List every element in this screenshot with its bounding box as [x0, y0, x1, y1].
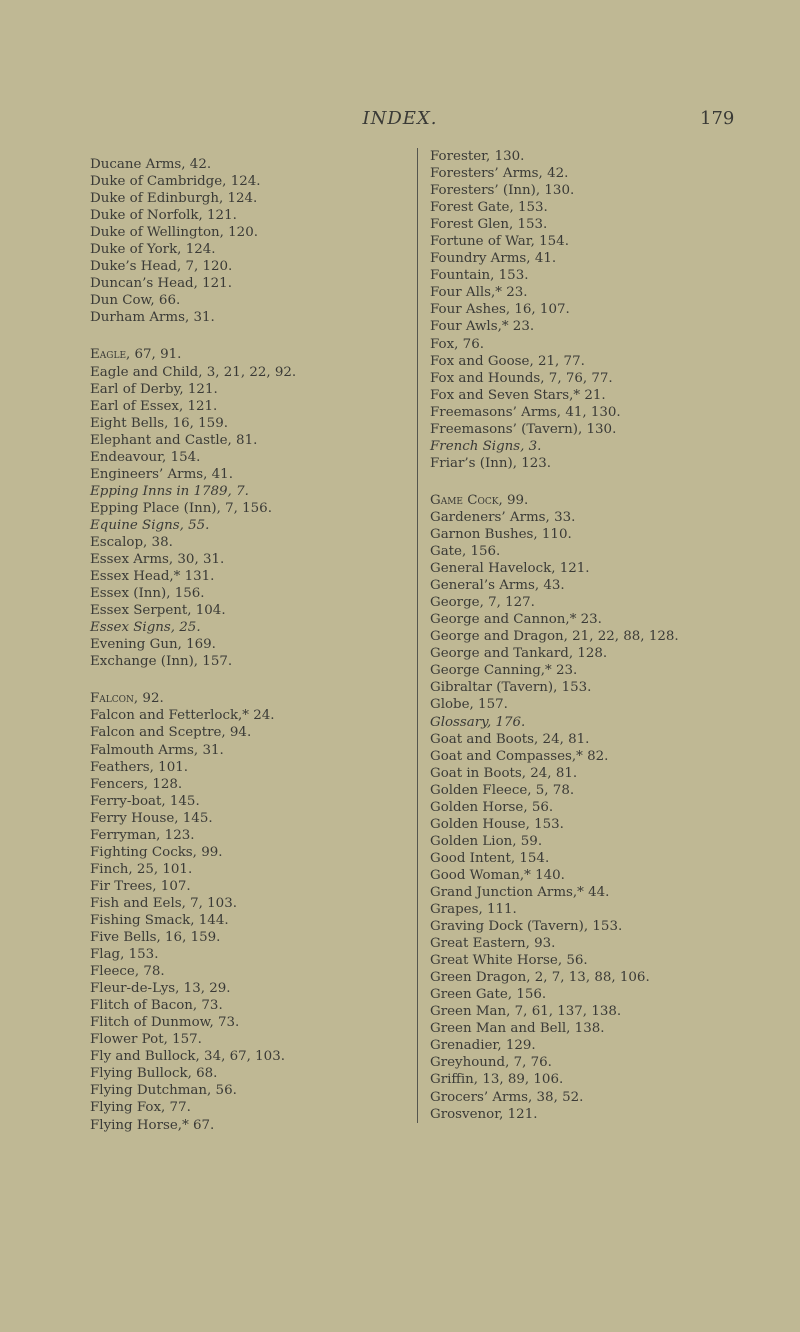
index-entry: Dun Cow, 66. — [90, 293, 181, 309]
index-entry: General’s Arms, 43. — [430, 578, 565, 594]
index-entry: Fox and Goose, 21, 77. — [430, 353, 585, 369]
index-entry: Golden Horse, 56. — [430, 799, 554, 815]
index-entry: Eagle, 67, 91. — [90, 347, 182, 363]
index-entry: Golden Fleece, 5, 78. — [430, 782, 575, 798]
index-entry: George and Cannon,* 23. — [430, 612, 602, 628]
index-entry: Graving Dock (Tavern), 153. — [430, 919, 623, 935]
index-entry: Grapes, 111. — [430, 902, 517, 918]
index-entry: Great White Horse, 56. — [430, 953, 588, 969]
index-entry: George and Tankard, 128. — [430, 646, 608, 662]
index-entry: Forester, 130. — [430, 149, 525, 164]
index-entry: Fly and Bullock, 34, 67, 103. — [90, 1049, 285, 1065]
index-entry: Epping Inns in 1789, 7. — [90, 483, 249, 499]
index-entry: Globe, 157. — [430, 697, 508, 713]
index-entry: Forest Gate, 153. — [430, 200, 548, 216]
index-entry: Endeavour, 154. — [90, 449, 201, 465]
index-entry: Green Dragon, 2, 7, 13, 88, 106. — [430, 970, 650, 986]
index-entry: Fox and Hounds, 7, 76, 77. — [430, 370, 613, 386]
index-entry: Ferryman, 123. — [90, 827, 195, 843]
index-column-right — [417, 148, 800, 1123]
page-number: 179 — [700, 108, 735, 129]
index-entry: Ducane Arms, 42. — [90, 157, 212, 172]
index-entry: Duke of Norfolk, 121. — [90, 208, 237, 224]
index-entry: Essex Serpent, 104. — [90, 603, 226, 619]
index-entry: Fish and Eels, 7, 103. — [90, 895, 237, 911]
index-entry: Ferry-boat, 145. — [90, 793, 200, 809]
index-entry: Durham Arms, 31. — [90, 310, 215, 326]
index-entry: George, 7, 127. — [430, 595, 535, 611]
index-entry: Fortune of War, 154. — [430, 234, 569, 250]
index-entry: Fleece, 78. — [90, 964, 165, 980]
index-entry: Falcon, 92. — [90, 691, 164, 707]
index-entry: Flag, 153. — [90, 947, 159, 963]
index-group-g — [430, 492, 800, 1123]
index-entry: Duke of Wellington, 120. — [90, 225, 258, 241]
index-entry: Grenadier, 129. — [430, 1038, 536, 1054]
index-entry: Freemasons’ (Tavern), 130. — [430, 421, 617, 437]
index-entry: Duke of York, 124. — [90, 242, 216, 258]
index-entry: Eight Bells, 16, 159. — [90, 415, 228, 431]
index-entry: Goat and Boots, 24, 81. — [430, 731, 590, 747]
index-entry: Forest Glen, 153. — [430, 217, 548, 233]
index-entry: Good Intent, 154. — [430, 850, 550, 866]
index-entry: Ferry House, 145. — [90, 810, 213, 826]
index-entry: Four Ashes, 16, 107. — [430, 302, 570, 318]
index-entry: Garnon Bushes, 110. — [430, 526, 572, 542]
index-entry: Feathers, 101. — [90, 759, 188, 775]
index-entry: Duke of Edinburgh, 124. — [90, 191, 258, 207]
index-entry: Finch, 25, 101. — [90, 861, 193, 877]
index-entry: Duke of Cambridge, 124. — [90, 174, 261, 190]
index-entry: Essex (Inn), 156. — [90, 586, 205, 602]
index-entry: Gibraltar (Tavern), 153. — [430, 680, 592, 696]
index-entry: Goat in Boots, 24, 81. — [430, 765, 578, 781]
index-entry: Flower Pot, 157. — [90, 1032, 202, 1048]
index-entry: Falmouth Arms, 31. — [90, 742, 224, 758]
index-entry: Earl of Essex, 121. — [90, 398, 218, 414]
index-entry: Eagle and Child, 3, 21, 22, 92. — [90, 364, 297, 380]
index-entry: Golden Lion, 59. — [430, 833, 543, 849]
index-entry: Greyhound, 7, 76. — [430, 1055, 552, 1071]
index-entry: Engineers’ Arms, 41. — [90, 466, 233, 482]
index-entry: Gardeners’ Arms, 33. — [430, 509, 576, 525]
index-group-d — [90, 156, 400, 326]
index-column-left — [90, 156, 400, 1134]
index-entry: French Signs, 3. — [430, 438, 542, 454]
index-entry: Fountain, 153. — [430, 268, 529, 284]
index-entry: Duke’s Head, 7, 120. — [90, 259, 233, 275]
index-entry: Griffin, 13, 89, 106. — [430, 1072, 564, 1088]
index-group-f — [90, 690, 400, 1133]
index-entry: Fishing Smack, 144. — [90, 912, 229, 928]
index-entry: Elephant and Castle, 81. — [90, 432, 258, 448]
index-entry: Green Man, 7, 61, 137, 138. — [430, 1004, 622, 1020]
index-entry: Essex Arms, 30, 31. — [90, 552, 225, 568]
index-entry: Green Gate, 156. — [430, 987, 547, 1003]
index-entry: George and Dragon, 21, 22, 88, 128. — [430, 629, 679, 645]
index-entry: Grocers’ Arms, 38, 52. — [430, 1089, 584, 1105]
index-entry: Duncan’s Head, 121. — [90, 276, 232, 292]
index-entry: Fox and Seven Stars,* 21. — [430, 387, 606, 403]
index-entry: Flying Bullock, 68. — [90, 1066, 218, 1082]
index-entry: Friar’s (Inn), 123. — [430, 455, 552, 471]
index-entry: Flitch of Bacon, 73. — [90, 998, 223, 1014]
index-entry: Fencers, 128. — [90, 776, 183, 792]
index-entry: Flitch of Dunmow, 73. — [90, 1015, 240, 1031]
index-entry: Game Cock, 99. — [430, 492, 529, 508]
index-entry: Gate, 156. — [430, 544, 501, 560]
index-entry: Glossary, 176. — [430, 714, 526, 730]
index-entry: Falcon and Sceptre, 94. — [90, 725, 252, 741]
index-entry: Essex Head,* 131. — [90, 569, 215, 585]
index-entry: Golden House, 153. — [430, 816, 564, 832]
index-entry: Goat and Compasses,* 82. — [430, 748, 609, 764]
index-entry: General Havelock, 121. — [430, 561, 590, 577]
index-entry: Escalop, 38. — [90, 534, 173, 550]
index-entry: Four Awls,* 23. — [430, 319, 535, 335]
index-entry: Exchange (Inn), 157. — [90, 654, 233, 670]
index-entry: Grand Junction Arms,* 44. — [430, 884, 610, 900]
index-entry: Earl of Derby, 121. — [90, 381, 218, 397]
index-entry: Four Alls,* 23. — [430, 285, 528, 301]
index-entry: Freemasons’ Arms, 41, 130. — [430, 404, 621, 420]
index-entry: Falcon and Fetterlock,* 24. — [90, 708, 275, 724]
index-entry: Foundry Arms, 41. — [430, 251, 557, 267]
index-entry: Fox, 76. — [430, 336, 484, 352]
index-entry: Five Bells, 16, 159. — [90, 930, 221, 946]
index-entry: Flying Fox, 77. — [90, 1100, 191, 1116]
index-entry: George Canning,* 23. — [430, 663, 578, 679]
index-entry: Great Eastern, 93. — [430, 936, 556, 952]
index-entry: Good Woman,* 140. — [430, 867, 565, 883]
index-group-f-continued — [430, 148, 800, 472]
index-entry: Evening Gun, 169. — [90, 637, 216, 653]
index-entry: Equine Signs, 55. — [90, 517, 210, 533]
index-entry: Flying Horse,* 67. — [90, 1117, 215, 1133]
index-heading: INDEX. — [362, 108, 438, 129]
index-entry: Foresters’ (Inn), 130. — [430, 183, 575, 199]
index-entry: Epping Place (Inn), 7, 156. — [90, 500, 272, 516]
index-entry: Essex Signs, 25. — [90, 620, 201, 636]
index-entry: Fleur-de-Lys, 13, 29. — [90, 981, 231, 997]
index-entry: Fir Trees, 107. — [90, 878, 191, 894]
index-entry: Fighting Cocks, 99. — [90, 844, 223, 860]
index-group-e — [90, 346, 400, 670]
index-entry: Grosvenor, 121. — [430, 1106, 538, 1122]
index-entry: Foresters’ Arms, 42. — [430, 166, 569, 182]
index-entry: Flying Dutchman, 56. — [90, 1083, 237, 1099]
index-entry: Green Man and Bell, 138. — [430, 1021, 605, 1037]
